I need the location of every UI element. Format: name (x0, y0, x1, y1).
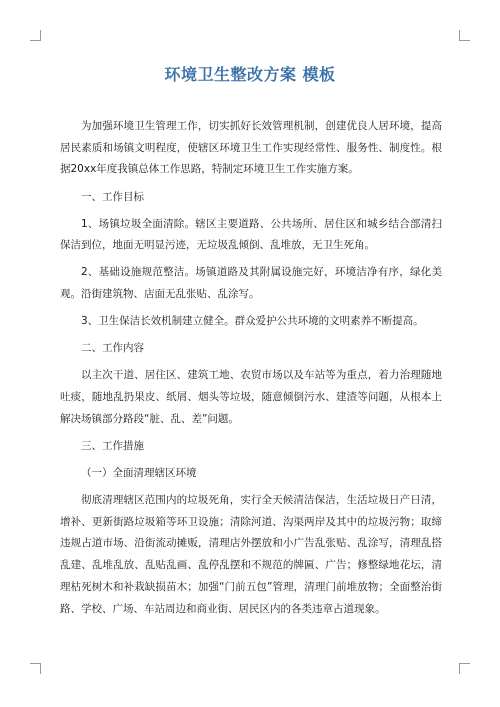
body-paragraph: 1、场镇垃圾全面清除。辖区主要道路、公共场所、居住区和城乡结合部清扫保洁到位，地面无明显污迹，无垃圾乱倾倒、乱堆放，无卫生死角。 (60, 217, 442, 252)
section-heading: 三、工作措施 (81, 439, 144, 452)
crop-mark-top-right (459, 30, 470, 41)
crop-mark-bottom-left (30, 663, 41, 674)
body-paragraph: 以主次干道、居住区、建筑工地、农贸市场以及车站等为重点，着力治理随地吐痰，随地乱扔果皮、纸屑、烟头等垃圾，随意倾倒污水、建渣等问题，从根本上解决场镇部分路段“脏、乱、差”问题。 (60, 369, 442, 425)
body-paragraph: 3、卫生保洁长效机制建立健全。群众爱护公共环境的文明素养不断提高。 (81, 315, 424, 328)
body-paragraph: 彻底清理辖区范围内的垃圾死角，实行全天候清洁保洁，生活垃圾日产日清，增补、更新街路垃圾箱等环卫设施；清除河道、沟渠两岸及其中的垃圾污物；取缔违规占道市场、沿街流动摊贩，清理店外摆放和小广告乱张贴、乱涂写，清理乱搭乱建、乱堆乱放、乱贴乱画、乱停乱摆和不规范的牌匾、广告；修整绿地花坛，清理枯死树木和补栽缺损苗木；加强“门前五包”管理，清理门前堆放物；全面整治街路、学校、广场、车站周边和商业街、居民区内的各类违章占道现象。 (60, 494, 442, 615)
crop-mark-bottom-right (459, 663, 470, 674)
section-heading: 一、工作目标 (81, 190, 144, 203)
document-body (60, 116, 442, 626)
section-heading: 二、工作内容 (81, 342, 144, 355)
section-heading: （一）全面清理辖区环境 (81, 466, 197, 479)
body-paragraph: 2、基础设施规范整洁。场镇道路及其附属设施完好，环境洁净有序，绿化美观。沿街建筑物、店面无乱张贴、乱涂写。 (60, 266, 442, 301)
document-title: 环境卫生整改方案 模板 (164, 65, 336, 84)
crop-mark-top-left (30, 30, 41, 41)
body-paragraph: 为加强环境卫生管理工作，切实抓好长效管理机制，创建优良人居环境，提高居民素质和场镇文明程度，使辖区环境卫生工作实现经常性、服务性、制度性。根据20xx年度我镇总体工作思路，特制定环境卫生工作实施方案。 (60, 120, 442, 176)
